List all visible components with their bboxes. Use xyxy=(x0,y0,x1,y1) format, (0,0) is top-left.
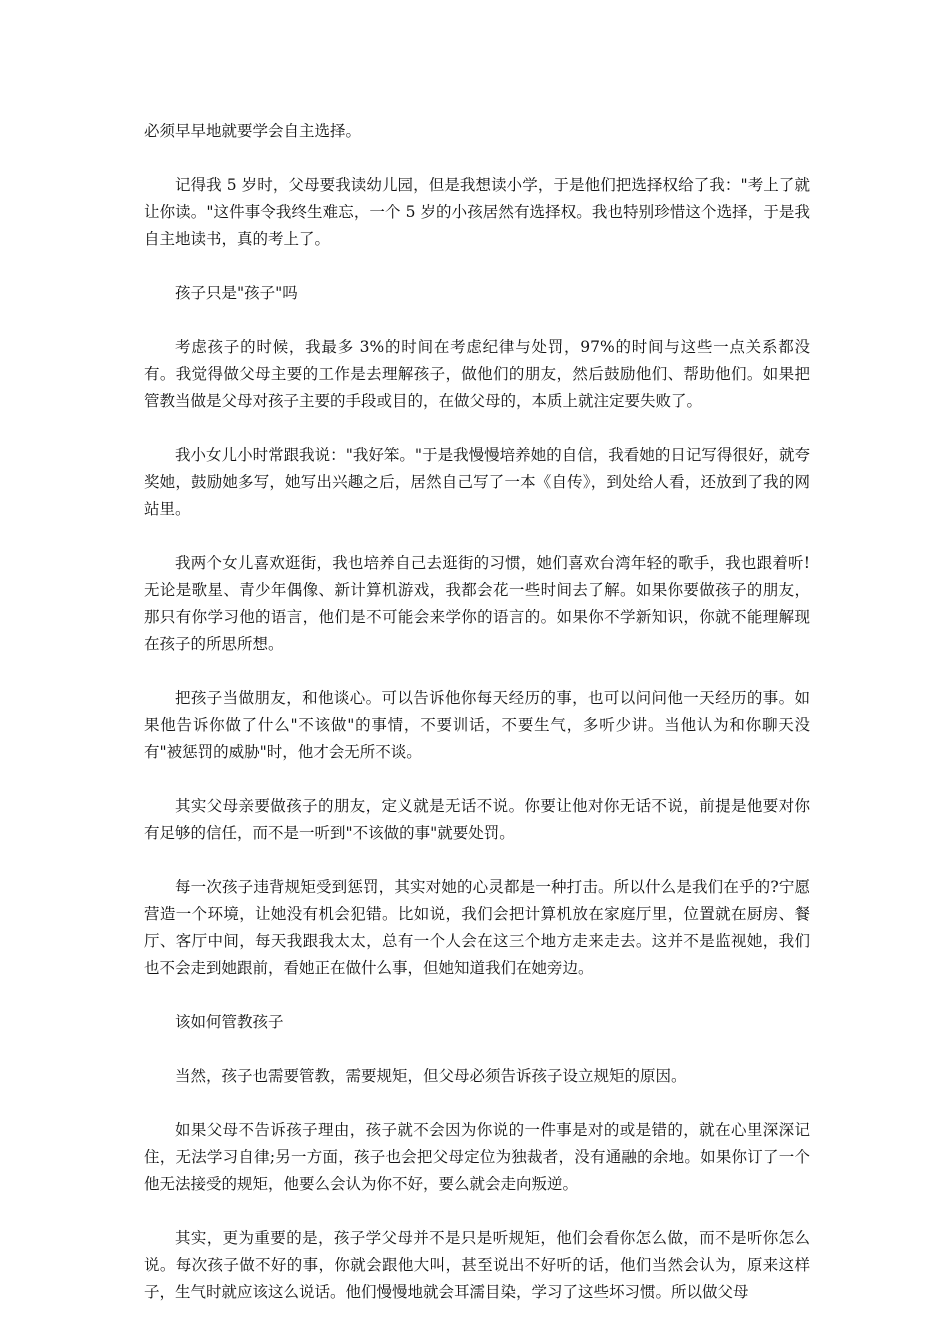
paragraph-shopping: 我两个女儿喜欢逛街，我也培养自己去逛街的习惯，她们喜欢台湾年轻的歌手，我也跟着听!无论是歌星、青少年偶像、新计算机游戏，我都会花一些时间去了解。如果你要做孩子的朋友，那只有你学习他的语言，他们是不可能会来学你的语言的。如果你不学新知识，你就不能理解现在孩子的所思所想。 xyxy=(144,554,810,653)
document-body xyxy=(144,118,810,1333)
paragraph-daughter-confidence: 我小女儿小时常跟我说："我好笨。"于是我慢慢培养她的自信，我看她的日记写得很好，就夸奖她，鼓励她多写，她写出兴趣之后，居然自己写了一本《自传》，到处给人看，还放到了我的网站里。 xyxy=(144,446,810,518)
section-heading-discipline: 该如何管教孩子 xyxy=(175,1013,284,1031)
paragraph-environment: 每一次孩子违背规矩受到惩罚，其实对她的心灵都是一种打击。所以什么是我们在乎的?宁愿营造一个环境，让她没有机会犯错。比如说，我们会把计算机放在家庭厅里，位置就在厨房、餐厅、客厅中间，每天我跟我太太，总有一个人会在这三个地方走来走去。这并不是监视她，我们也不会走到她跟前，看她正在做什么事，但她知道我们在她旁边。 xyxy=(144,878,810,977)
paragraph-intro: 必须早早地就要学会自主选择。 xyxy=(144,122,362,140)
paragraph-example: 其实，更为重要的是，孩子学父母并不是只是听规矩，他们会看你怎么做，而不是听你怎么说。每次孩子做不好的事，你就会跟他大叫，甚至说出不好听的话，他们当然会认为，原来这样子，生气时就应该这么说话。他们慢慢地就会耳濡目染，学习了这些坏习惯。所以做父母 xyxy=(144,1229,810,1301)
paragraph-rules: 当然，孩子也需要管教，需要规矩，但父母必须告诉孩子设立规矩的原因。 xyxy=(175,1067,687,1085)
paragraph-age-five: 记得我 5 岁时，父母要我读幼儿园，但是我想读小学，于是他们把选择权给了我："考上了就让你读。"这件事令我终生难忘，一个 5 岁的小孩居然有选择权。我也特别珍惜这个选择，于是我自主地读书，真的考上了。 xyxy=(144,176,810,248)
paragraph-discipline-ratio: 考虑孩子的时候，我最多 3%的时间在考虑纪律与处罚，97%的时间与这些一点关系都没有。我觉得做父母主要的工作是去理解孩子，做他们的朋友，然后鼓励他们、帮助他们。如果把管教当做是父母对孩子主要的手段或目的，在做父母的，本质上就注定要失败了。 xyxy=(144,338,810,410)
paragraph-friend: 把孩子当做朋友，和他谈心。可以告诉他你每天经历的事，也可以问问他一天经历的事。如果他告诉你做了什么"不该做"的事情，不要训话，不要生气，多听少讲。当他认为和你聊天没有"被惩罚的威胁"时，他才会无所不谈。 xyxy=(144,689,810,761)
paragraph-reasons: 如果父母不告诉孩子理由，孩子就不会因为你说的一件事是对的或是错的，就在心里深深记住，无法学习自律;另一方面，孩子也会把父母定位为独裁者，没有通融的余地。如果你订了一个他无法接受的规矩，他要么会认为你不好，要么就会走向叛逆。 xyxy=(144,1121,810,1193)
section-heading-child: 孩子只是"孩子"吗 xyxy=(175,284,298,302)
paragraph-trust: 其实父母亲要做孩子的朋友，定义就是无话不说。你要让他对你无话不说，前提是他要对你有足够的信任，而不是一听到"不该做的事"就要处罚。 xyxy=(144,797,810,842)
